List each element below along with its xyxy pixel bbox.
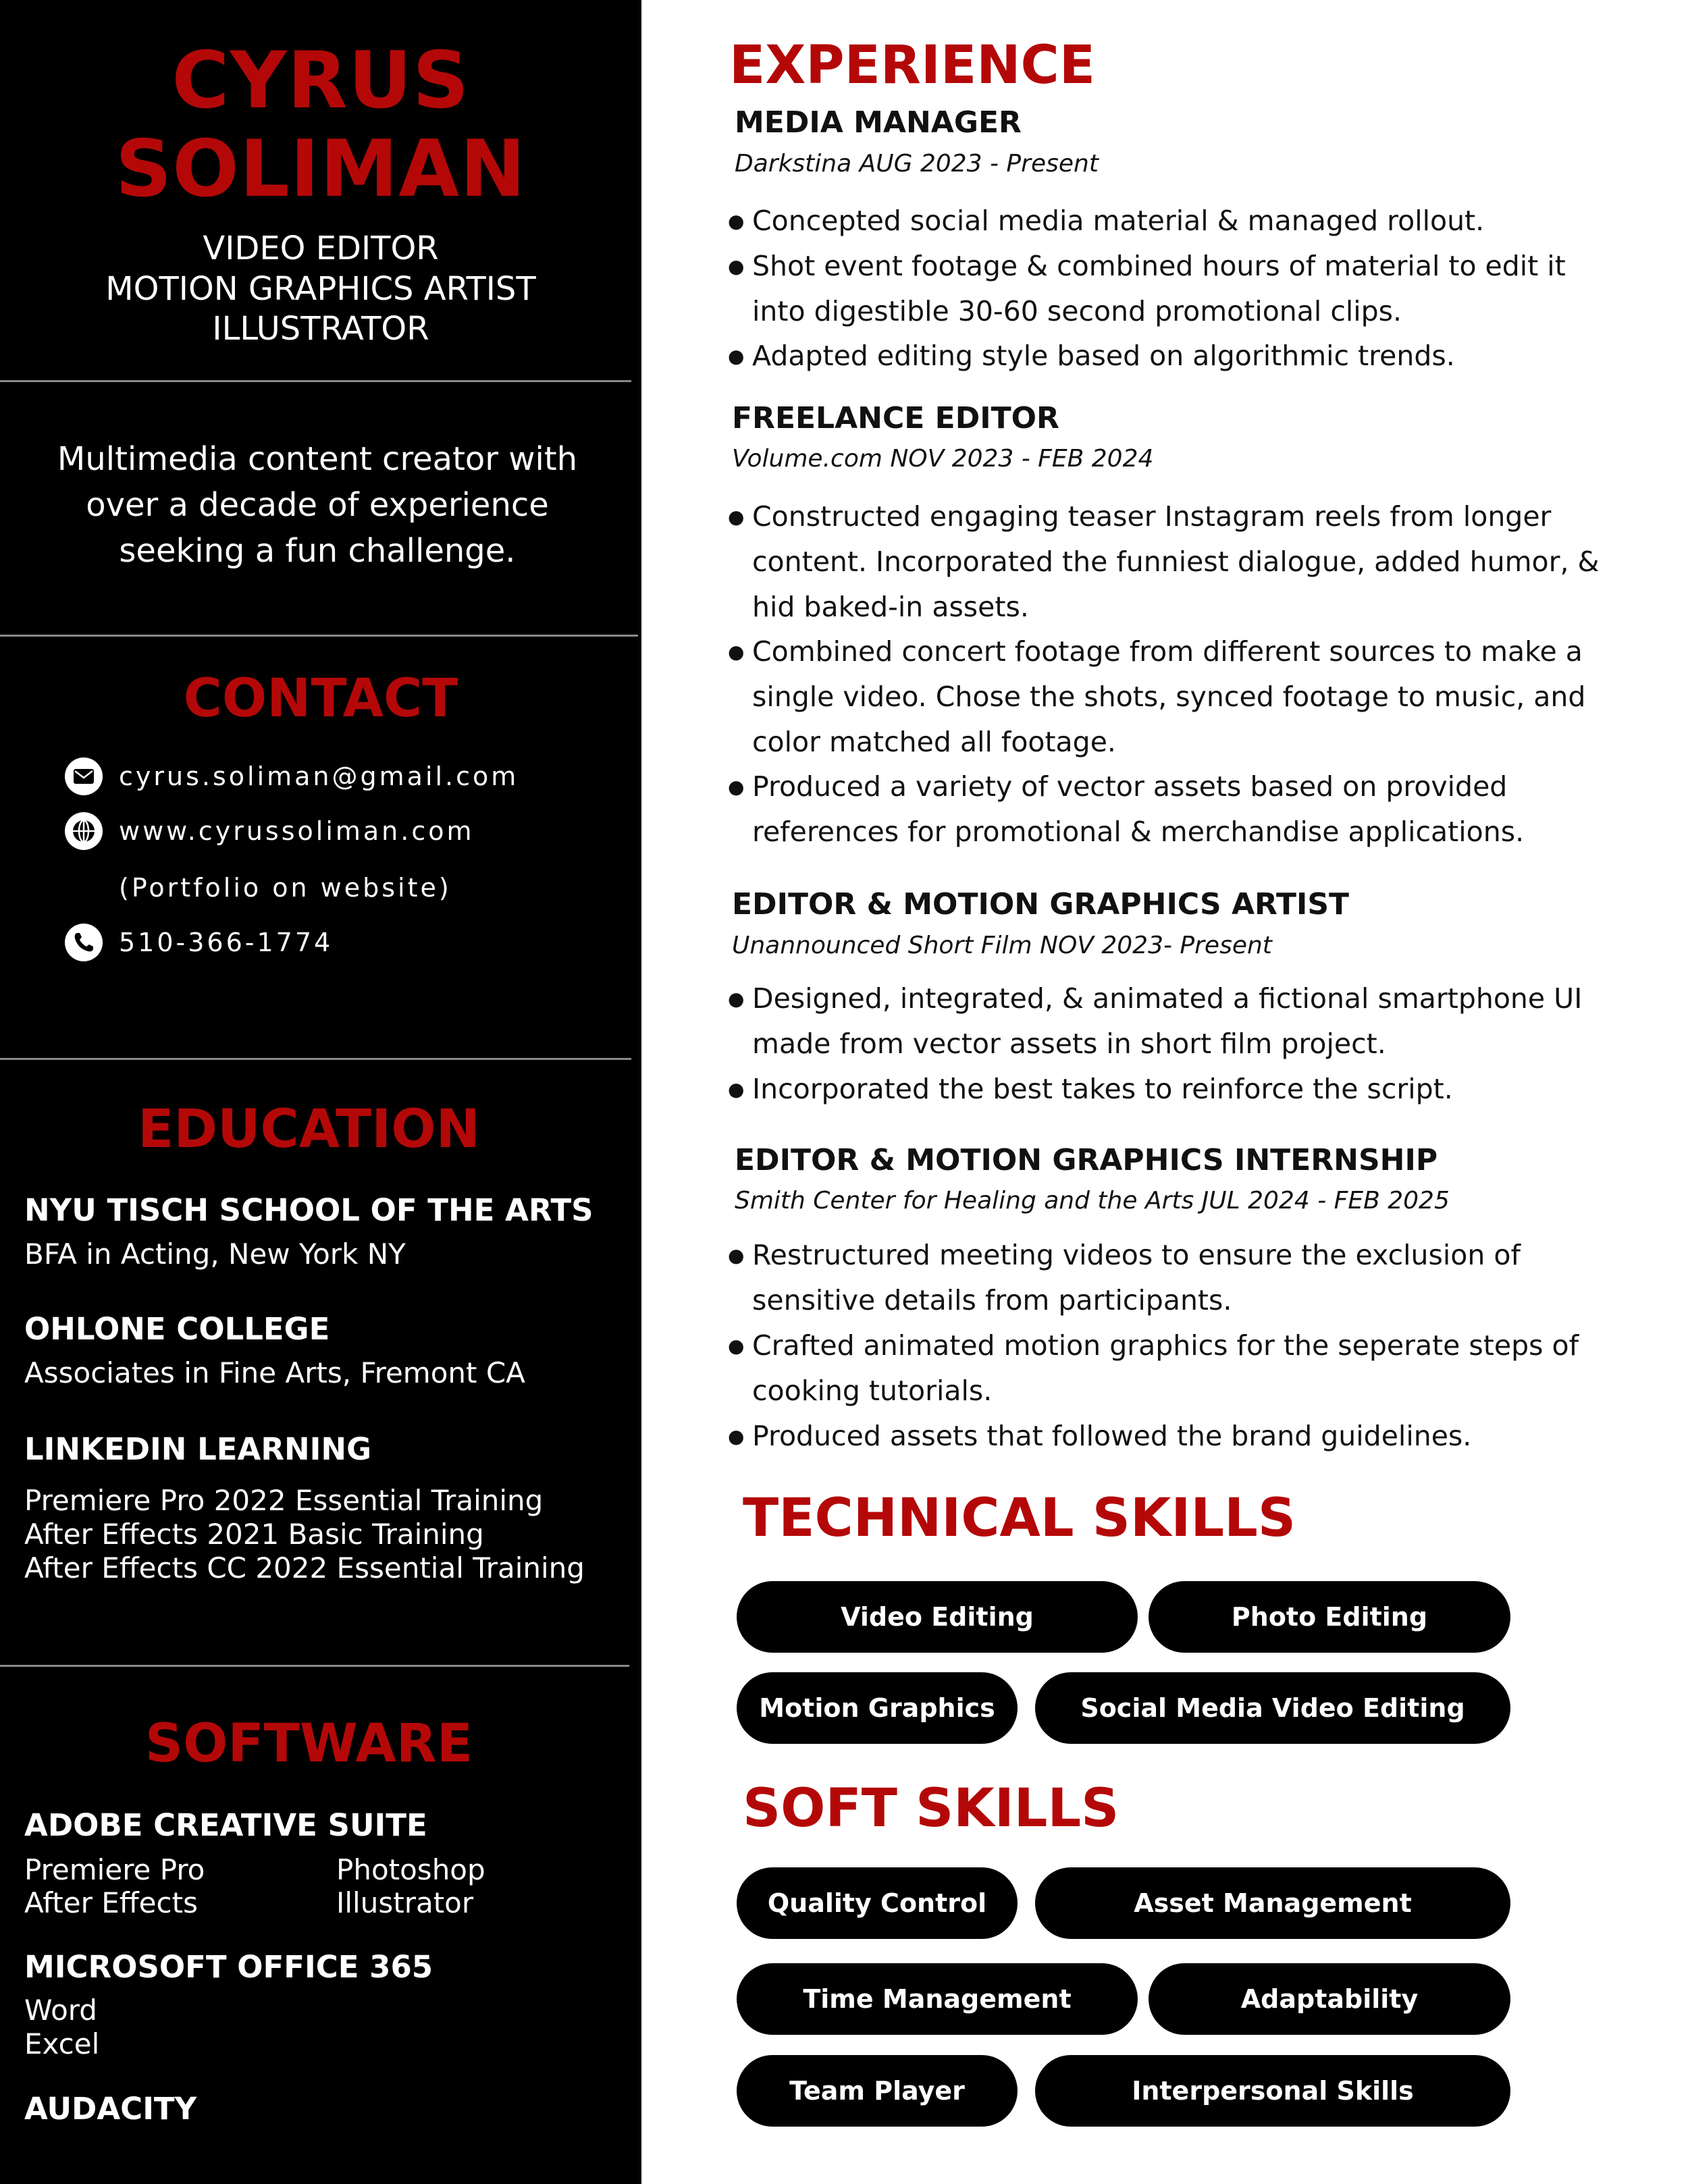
job-meta: Volume.com NOV 2023 - FEB 2024: [732, 445, 1154, 473]
job-bullet: ● Shot event footage & combined hours of material to edit it into digestible 30-60 second promotional clips.: [728, 250, 1566, 327]
experience-heading: EXPERIENCE: [729, 35, 1096, 96]
contact-heading: CONTACT: [183, 668, 458, 729]
software-item: After Effects: [24, 1886, 198, 1919]
skill-pill: Interpersonal Skills: [1035, 2055, 1510, 2127]
skill-pill: Asset Management: [1035, 1867, 1510, 1939]
job-meta: Unannounced Short Film NOV 2023- Present: [732, 932, 1272, 959]
divider: [0, 1058, 631, 1060]
skill-pill: Adaptability: [1149, 1963, 1510, 2035]
job-bullet: ● Designed, integrated, & animated a fictional smartphone UI made from vector assets in short film project.: [728, 982, 1583, 1060]
summary: Multimedia content creator with over a decade of experience seeking a fun challenge.: [57, 440, 578, 570]
name-first: CYRUS: [172, 35, 470, 126]
divider: [0, 1665, 629, 1667]
education-heading: EDUCATION: [138, 1099, 480, 1160]
software-item: Excel: [24, 2027, 100, 2060]
job-title: EDITOR & MOTION GRAPHICS INTERNSHIP: [735, 1143, 1438, 1177]
job-meta: Smith Center for Healing and the Arts JUL 2024 - FEB 2025: [735, 1187, 1450, 1215]
job-bullet: ● Produced assets that followed the brand guidelines.: [728, 1420, 1472, 1452]
mail-icon: [65, 757, 103, 795]
skill-pill: Quality Control: [737, 1867, 1018, 1939]
education-course: After Effects 2021 Basic Training: [24, 1518, 484, 1551]
phone-icon: [65, 924, 103, 961]
education-detail: Associates in Fine Arts, Fremont CA: [24, 1356, 525, 1389]
role-video-editor: VIDEO EDITOR: [203, 230, 439, 267]
skill-pill: Photo Editing: [1149, 1581, 1510, 1653]
name-last: SOLIMAN: [115, 124, 527, 215]
contact-email-row[interactable]: [65, 757, 519, 795]
contact-website[interactable]: www.cyrussoliman.com: [119, 816, 475, 846]
globe-icon: [65, 812, 103, 850]
job-bullet: ● Incorporated the best takes to reinforce the script.: [728, 1073, 1453, 1105]
sidebar: [0, 0, 641, 2184]
job-bullet: ● Adapted editing style based on algorithmic trends.: [728, 340, 1455, 372]
software-item: Premiere Pro: [24, 1853, 205, 1886]
software-item: Photoshop: [336, 1853, 485, 1886]
software-audacity-title: AUDACITY: [24, 2091, 197, 2127]
job-bullet: ● Concepted social media material & managed rollout.: [728, 205, 1485, 237]
skill-pill: Video Editing: [737, 1581, 1138, 1653]
technical-skills-heading: TECHNICAL SKILLS: [743, 1488, 1296, 1549]
divider: [0, 380, 631, 382]
job-title: FREELANCE EDITOR: [732, 401, 1059, 435]
education-school: LINKEDIN LEARNING: [24, 1431, 372, 1467]
education-school: NYU TISCH SCHOOL OF THE ARTS: [24, 1192, 594, 1228]
skill-pill: Motion Graphics: [737, 1672, 1018, 1744]
software-item: Illustrator: [336, 1886, 474, 1919]
job-bullet: ● Produced a variety of vector assets based on provided references for promotional & merchandise applications.: [728, 770, 1525, 848]
job-bullet: ● Crafted animated motion graphics for the seperate steps of cooking tutorials.: [728, 1329, 1579, 1407]
role-motion-graphics: MOTION GRAPHICS ARTIST: [105, 270, 536, 308]
contact-phone-row[interactable]: [65, 924, 333, 961]
education-course: Premiere Pro 2022 Essential Training: [24, 1484, 544, 1517]
job-bullet: ● Restructured meeting videos to ensure the exclusion of sensitive details from participants.: [728, 1239, 1521, 1316]
education-detail: BFA in Acting, New York NY: [24, 1237, 406, 1271]
soft-skills-heading: SOFT SKILLS: [743, 1778, 1119, 1839]
software-adobe-title: ADOBE CREATIVE SUITE: [24, 1807, 427, 1843]
job-bullet: ● Constructed engaging teaser Instagram reels from longer content. Incorporated the funniest dialogue, added humor, & hid baked-in assets.: [728, 500, 1600, 623]
role-illustrator: ILLUSTRATOR: [212, 310, 429, 348]
software-item: Word: [24, 1994, 97, 2027]
job-title: MEDIA MANAGER: [735, 105, 1022, 140]
contact-website-row[interactable]: [65, 812, 475, 850]
education-school: OHLONE COLLEGE: [24, 1311, 330, 1347]
contact-website-note: (Portfolio on website): [119, 873, 452, 903]
education-course: After Effects CC 2022 Essential Training: [24, 1551, 585, 1584]
software-microsoft-title: MICROSOFT OFFICE 365: [24, 1949, 433, 1985]
job-bullet: ● Combined concert footage from different sources to make a single video. Chose the shots, synced footage to music, and color matched all footage.: [728, 635, 1586, 758]
job-title: EDITOR & MOTION GRAPHICS ARTIST: [732, 887, 1350, 922]
contact-phone[interactable]: 510-366-1774: [119, 928, 334, 957]
skill-pill: Social Media Video Editing: [1035, 1672, 1510, 1744]
job-meta: Darkstina AUG 2023 - Present: [735, 150, 1099, 178]
software-heading: SOFTWARE: [144, 1713, 473, 1774]
skill-pill: Time Management: [737, 1963, 1138, 2035]
contact-email[interactable]: cyrus.soliman@gmail.com: [119, 762, 519, 791]
skill-pill: Team Player: [737, 2055, 1018, 2127]
divider: [0, 635, 638, 637]
